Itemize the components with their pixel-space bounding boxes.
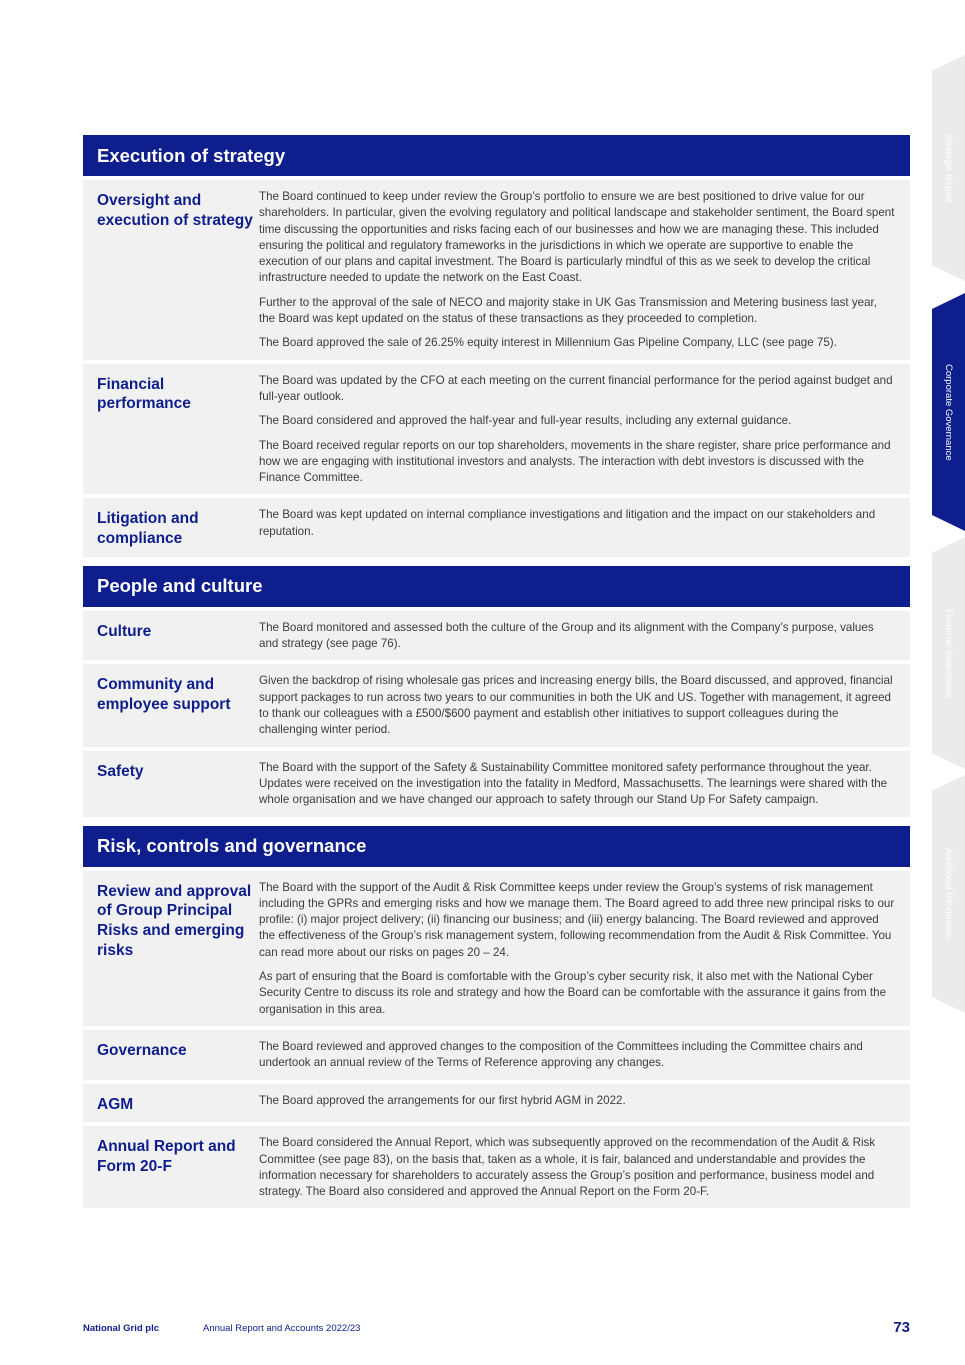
paragraph: The Board reviewed and approved changes to the composition of the Committees including the Committee chairs and undertook an annual review of the Terms of Reference approving any changes. — [259, 1039, 863, 1070]
row-body — [259, 1093, 896, 1115]
row-body — [259, 1135, 896, 1200]
row-title: Community and employee support — [97, 676, 231, 714]
row-title: Financial performance — [97, 375, 191, 413]
table-row — [83, 1126, 910, 1208]
footer-company-name: National Grid plc — [83, 1323, 160, 1334]
tab-strategic-report[interactable] — [932, 55, 965, 281]
tab-financial-statements[interactable] — [932, 537, 965, 769]
paragraph: The Board with the support of the Safety & Sustainability Committee monitored safety performance throughout the year. Updates were received on the investigation into the fatality in Medford, Massachusetts. The learnings were shared with the whole organisation and we have changed our approach to safety through our Stand Up For Safety campaign. — [259, 760, 888, 807]
paragraph: Further to the approval of the sale of NECO and majority stake in UK Gas Transmission and Metering business last year, the Board was kept updated on the status of these transactions as they proceeded to completion. — [259, 295, 877, 326]
row-title: Review and approval of Group Principal Risks and emerging risks — [97, 882, 252, 959]
section-header: Risk, controls and governance — [83, 826, 910, 867]
row-title: Culture — [97, 622, 152, 640]
table-row — [83, 364, 910, 495]
row-body — [259, 760, 896, 809]
section-header: People and culture — [83, 566, 910, 607]
table-row — [83, 751, 910, 817]
paragraph: Given the backdrop of rising wholesale gas prices and increasing energy bills, the Board discussed, and approved, financial support packages to run across two years to our communities in both the UK and US. Together with management, it agreed to thank our colleagues with a £500/$600 payment and establish other initiatives to support colleagues during the challenging winter period. — [259, 674, 893, 737]
tab-corporate-governance[interactable] — [932, 293, 965, 531]
tab-label: Strategic Report — [943, 133, 954, 203]
side-tabs — [932, 55, 965, 1013]
section-header: Execution of strategy — [83, 135, 910, 176]
row-body — [259, 507, 896, 548]
paragraph: The Board was kept updated on internal compliance investigations and litigation and the impact on our stakeholders and reputation. — [259, 508, 876, 538]
row-body — [259, 620, 896, 653]
tab-label: Financial Statements — [943, 608, 954, 698]
tab-additional-information[interactable] — [932, 775, 965, 1013]
paragraph: The Board continued to keep under review the Group’s portfolio to ensure we are best positioned to drive value for our shareholders. In particular, given the evolving regulatory and political landscape and stakeholder sentiment, the Board spent time discussing the opportunities and risks facing each of our businesses and how we are managing these. This included ensuring the political and regulatory frameworks in the jurisdictions in which we operate are supportive to enable the execution of our plans and capital investment. The Board is particularly mindful of this as we seek to develop the critical infrastructure needed to update the network on the East Coast. — [259, 190, 895, 285]
table-row — [83, 1030, 910, 1080]
row-body — [259, 1039, 896, 1072]
row-title: Annual Report and Form 20-F — [97, 1138, 236, 1175]
paragraph: The Board approved the sale of 26.25% equity interest in Millennium Gas Pipeline Company, LLC (see page 75). — [259, 336, 837, 350]
paragraph: The Board considered and approved the half-year and full-year results, including any external guidance. — [259, 414, 792, 428]
table-row — [83, 180, 910, 360]
row-body — [259, 673, 896, 738]
table-row — [83, 498, 910, 556]
paragraph: The Board with the support of the Audit & Risk Committee keeps under review the Group’s systems of risk management including the GPRs and emerging risks and how we manage them. The Board agreed to add three new principal risks to our profile: (i) major project delivery; (ii) financing our business; and (iii) energy balancing. The Board reviewed and approved the effectiveness of the Group’s risk management system, following recommendation from the Audit & Risk Committee. You can read more about our risks on pages 20 – 24. — [259, 880, 895, 959]
tab-label: Corporate Governance — [943, 363, 954, 461]
page-footer — [83, 1319, 910, 1339]
row-title: Safety — [97, 762, 144, 780]
paragraph: As part of ensuring that the Board is comfortable with the Group’s cyber security risk, it also met with the National Cyber Security Centre to discuss its role and strategy and how the Board can be comfortable with the assurance it gains from the organisation in this area. — [259, 970, 887, 1016]
footer-document-title: Annual Report and Accounts 2022/23 — [203, 1323, 361, 1334]
board-activities-content — [83, 135, 910, 1208]
table-row — [83, 1084, 910, 1123]
table-row — [83, 664, 910, 746]
row-title: Litigation and compliance — [97, 510, 199, 548]
table-row — [83, 871, 910, 1026]
paragraph: The Board was updated by the CFO at each meeting on the current financial performance for the period against budget and full-year outlook. — [259, 373, 893, 403]
row-body — [259, 373, 896, 487]
row-title: Governance — [97, 1041, 187, 1059]
table-row — [83, 611, 910, 661]
row-body — [259, 189, 896, 352]
paragraph: The Board considered the Annual Report, which was subsequently approved on the recommendation of the Audit & Risk Committee (see page 83), on the basis that, taken as a whole, it is fair, balanced and understandable and provides the information necessary for shareholders to accurately assess the Group’s position and performance, business model and strategy. The Board also considered and approved the Annual Report on the Form 20-F. — [259, 1136, 876, 1199]
row-title: AGM — [97, 1095, 134, 1113]
tab-label: Additional Information — [943, 848, 954, 940]
paragraph: The Board monitored and assessed both the culture of the Group and its alignment with the Company’s purpose, values and strategy (see page 76). — [259, 620, 874, 651]
row-title: Oversight and execution of strategy — [97, 192, 253, 229]
page-number: 73 — [893, 1319, 910, 1336]
paragraph: The Board approved the arrangements for our first hybrid AGM in 2022. — [259, 1093, 626, 1107]
paragraph: The Board received regular reports on our top shareholders, movements in the share register, share price performance and how we are engaging with institutional investors and analysts. The interaction with debt investors is discussed with the Finance Committee. — [259, 438, 891, 485]
row-body — [259, 880, 896, 1018]
